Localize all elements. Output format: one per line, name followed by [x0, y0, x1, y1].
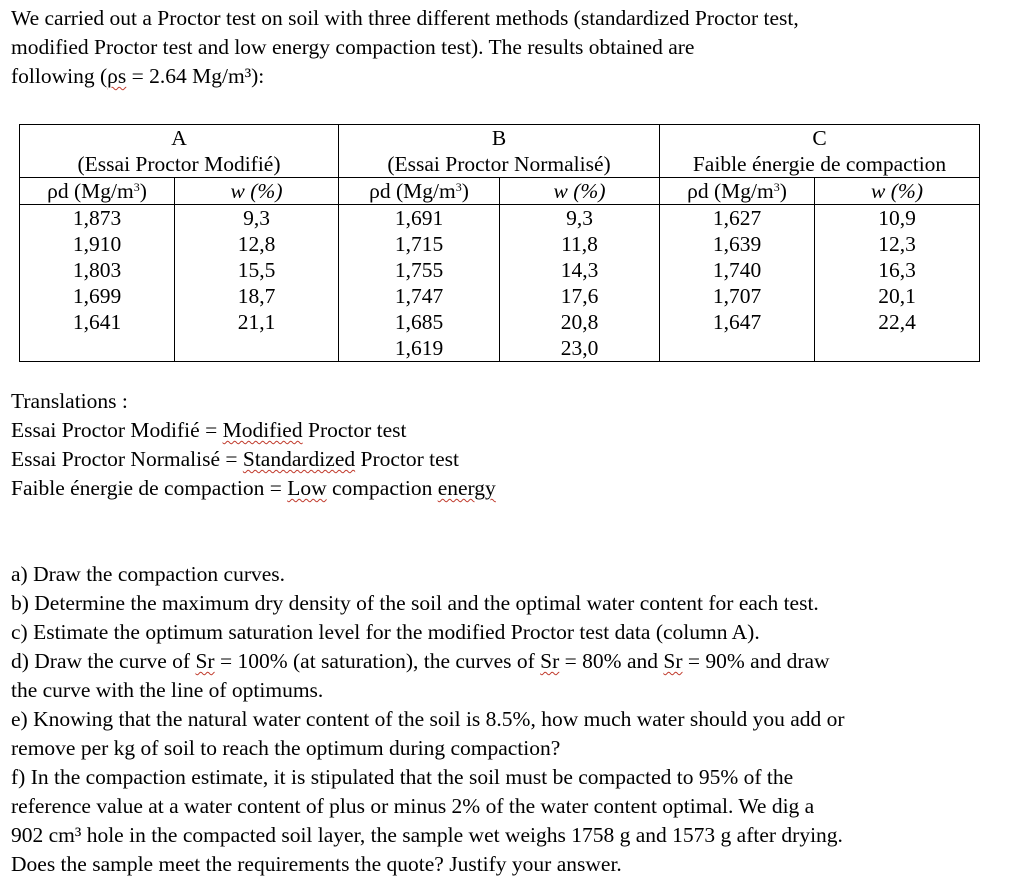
table-values: [20, 205, 980, 362]
intro-line-2: modified Proctor test and low energy compaction test). The results obtained are: [11, 35, 695, 59]
question-d-line-2: the curve with the line of optimums.: [11, 678, 324, 702]
problem-intro: [11, 4, 1011, 91]
column-a-letter: A: [171, 126, 187, 150]
translations-title: Translations :: [11, 389, 128, 413]
question-f-line-3: 902 cm³ hole in the compacted soil layer, the sample wet weighs 1758 g and 1573 g after drying.: [11, 823, 843, 847]
column-b-name: (Essai Proctor Normalisé): [387, 152, 611, 176]
question-a: a) Draw the compaction curves.: [11, 562, 286, 586]
column-b-letter: B: [491, 126, 507, 150]
intro-line-3: [11, 62, 1011, 91]
column-a-rho-header: ρd $(Mg/m^3)$: [20, 178, 175, 205]
translation-modified: Essai Proctor Modifié = Modified Proctor test: [11, 418, 407, 442]
column-c-header: [660, 125, 980, 178]
column-a-w-values: 9,3 12,8 15,5 18,7 21,1: [175, 205, 339, 362]
column-c-rho-values: 1,627 1,639 1,740 1,707 1,647: [660, 205, 815, 362]
questions-block: [11, 560, 1011, 879]
column-a-header: [20, 125, 339, 178]
column-c-name: Faible énergie de compaction: [692, 152, 947, 176]
proctor-results-table: [19, 124, 980, 362]
table-header-units: [20, 178, 980, 205]
table-header-letters: [20, 125, 980, 178]
rho-s-symbol: ρs: [107, 64, 127, 88]
column-c-w-values: 10,9 12,3 16,3 20,1 22,4: [815, 205, 980, 362]
column-a-name: (Essai Proctor Modifié): [77, 152, 281, 176]
question-f-line-1: f) In the compaction estimate, it is stipulated that the soil must be compacted to 95% of the: [11, 765, 794, 789]
intro-line-3-post: = 2.64 Mg/m³):: [126, 64, 265, 88]
question-e-line-2: remove per kg of soil to reach the optimum during compaction?: [11, 736, 561, 760]
question-b: b) Determine the maximum dry density of the soil and the optimal water content for each test.: [11, 591, 819, 615]
translation-low-energy: Faible énergie de compaction = Low compaction energy: [11, 476, 496, 500]
column-b-w-values: 9,3 11,8 14,3 17,6 20,8 23,0: [500, 205, 660, 362]
column-b-rho-header: ρd $(Mg/m^3)$: [339, 178, 500, 205]
question-c: c) Estimate the optimum saturation level for the modified Proctor test data (column A).: [11, 620, 760, 644]
intro-line-3-pre: following (: [11, 64, 108, 88]
question-f-line-2: reference value at a water content of plus or minus 2% of the water content optimal. We dig a: [11, 794, 815, 818]
question-d: d) Draw the curve of Sr = 100% (at saturation), the curves of Sr = 80% and Sr = 90% and draw: [11, 649, 830, 673]
column-b-header: [339, 125, 660, 178]
translations-block: [11, 387, 911, 503]
translation-standardized: Essai Proctor Normalisé = Standardized Proctor test: [11, 447, 460, 471]
column-c-rho-header: ρd $(Mg/m^3)$: [660, 178, 815, 205]
intro-line-1: We carried out a Proctor test on soil with three different methods (standardized Proctor test,: [11, 6, 799, 30]
question-e-line-1: e) Knowing that the natural water content of the soil is 8.5%, how much water should you add or: [11, 707, 845, 731]
question-f-line-4: Does the sample meet the requirements the quote? Justify your answer.: [11, 852, 622, 876]
column-c-letter: C: [812, 126, 827, 150]
column-b-w-header: w (%): [500, 178, 660, 205]
column-c-w-header: w (%): [815, 178, 980, 205]
column-a-rho-values: 1,873 1,910 1,803 1,699 1,641: [20, 205, 175, 362]
column-a-w-header: w (%): [175, 178, 339, 205]
column-b-rho-values: 1,691 1,715 1,755 1,747 1,685 1,619: [339, 205, 500, 362]
